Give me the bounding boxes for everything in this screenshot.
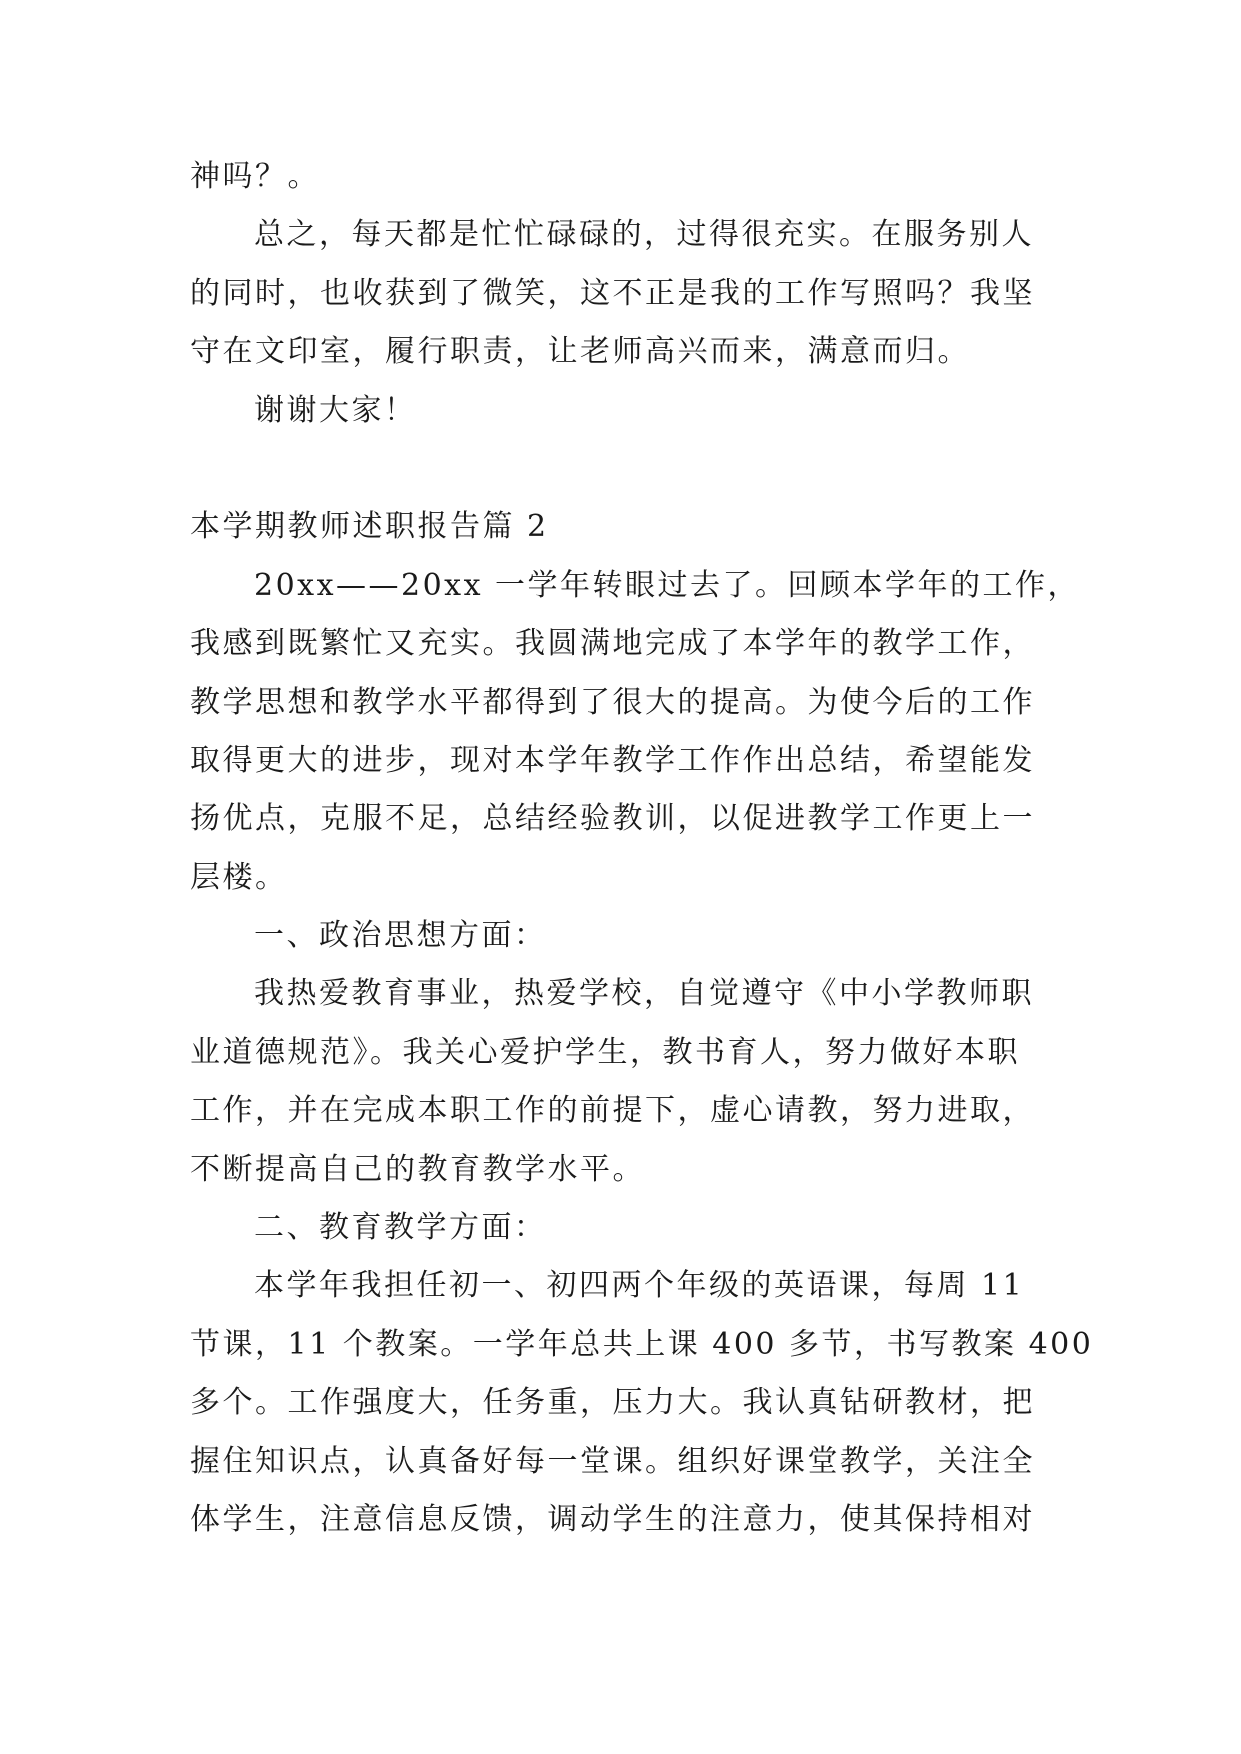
text-line: 层楼。 <box>190 859 288 895</box>
text-line: 体学生，注意信息反馈，调动学生的注意力，使其保持相对 <box>190 1501 1035 1537</box>
blank-line <box>190 440 1070 498</box>
paragraph-start: 20xx——20xx 一学年转眼过去了。回顾本学年的工作， <box>254 567 1081 603</box>
text-line: 扬优点，克服不足，总结经验教训，以促进教学工作更上一 <box>190 801 1035 837</box>
text-line: 的同时，也收获到了微笑，这不正是我的工作写照吗？我坚 <box>190 275 1035 311</box>
text-line: 业道德规范》。我关心爱护学生，教书育人，努力做好本职 <box>190 1034 1020 1070</box>
paragraph-start: 总之，每天都是忙忙碌碌的，过得很充实。在服务别人 <box>254 217 1034 253</box>
paragraph-start: 我热爱教育事业，热爱学校，自觉遵守《中小学教师职 <box>254 976 1034 1012</box>
closing-remark: 谢谢大家！ <box>254 392 417 428</box>
text-line: 多个。工作强度大，任务重，压力大。我认真钻研教材，把 <box>190 1385 1035 1421</box>
paragraph-start: 本学年我担任初一、初四两个年级的英语课，每周 11 <box>254 1268 1025 1304</box>
section-title: 本学期教师述职报告篇 2 <box>190 509 549 545</box>
subsection-heading: 二、教育教学方面： <box>254 1210 547 1246</box>
text-line: 我感到既繁忙又充实。我圆满地完成了本学年的教学工作， <box>190 626 1035 662</box>
text-line: 握住知识点，认真备好每一堂课。组织好课堂教学，关注全 <box>190 1443 1035 1479</box>
document-page <box>190 148 1094 1549</box>
text-line: 节课，11 个教案。一学年总共上课 400 多节，书写教案 400 <box>190 1326 1094 1362</box>
text-line: 工作，并在完成本职工作的前提下，虚心请教，努力进取， <box>190 1093 1035 1129</box>
text-line: 不断提高自己的教育教学水平。 <box>190 1151 645 1187</box>
text-line: 神吗？。 <box>190 159 320 194</box>
text-line: 取得更大的进步，现对本学年教学工作作出总结，希望能发 <box>190 742 1035 778</box>
text-line: 教学思想和教学水平都得到了很大的提高。为使今后的工作 <box>190 684 1035 720</box>
text-line: 守在文印室，履行职责，让老师高兴而来，满意而归。 <box>190 334 970 370</box>
subsection-heading: 一、政治思想方面： <box>254 918 547 954</box>
